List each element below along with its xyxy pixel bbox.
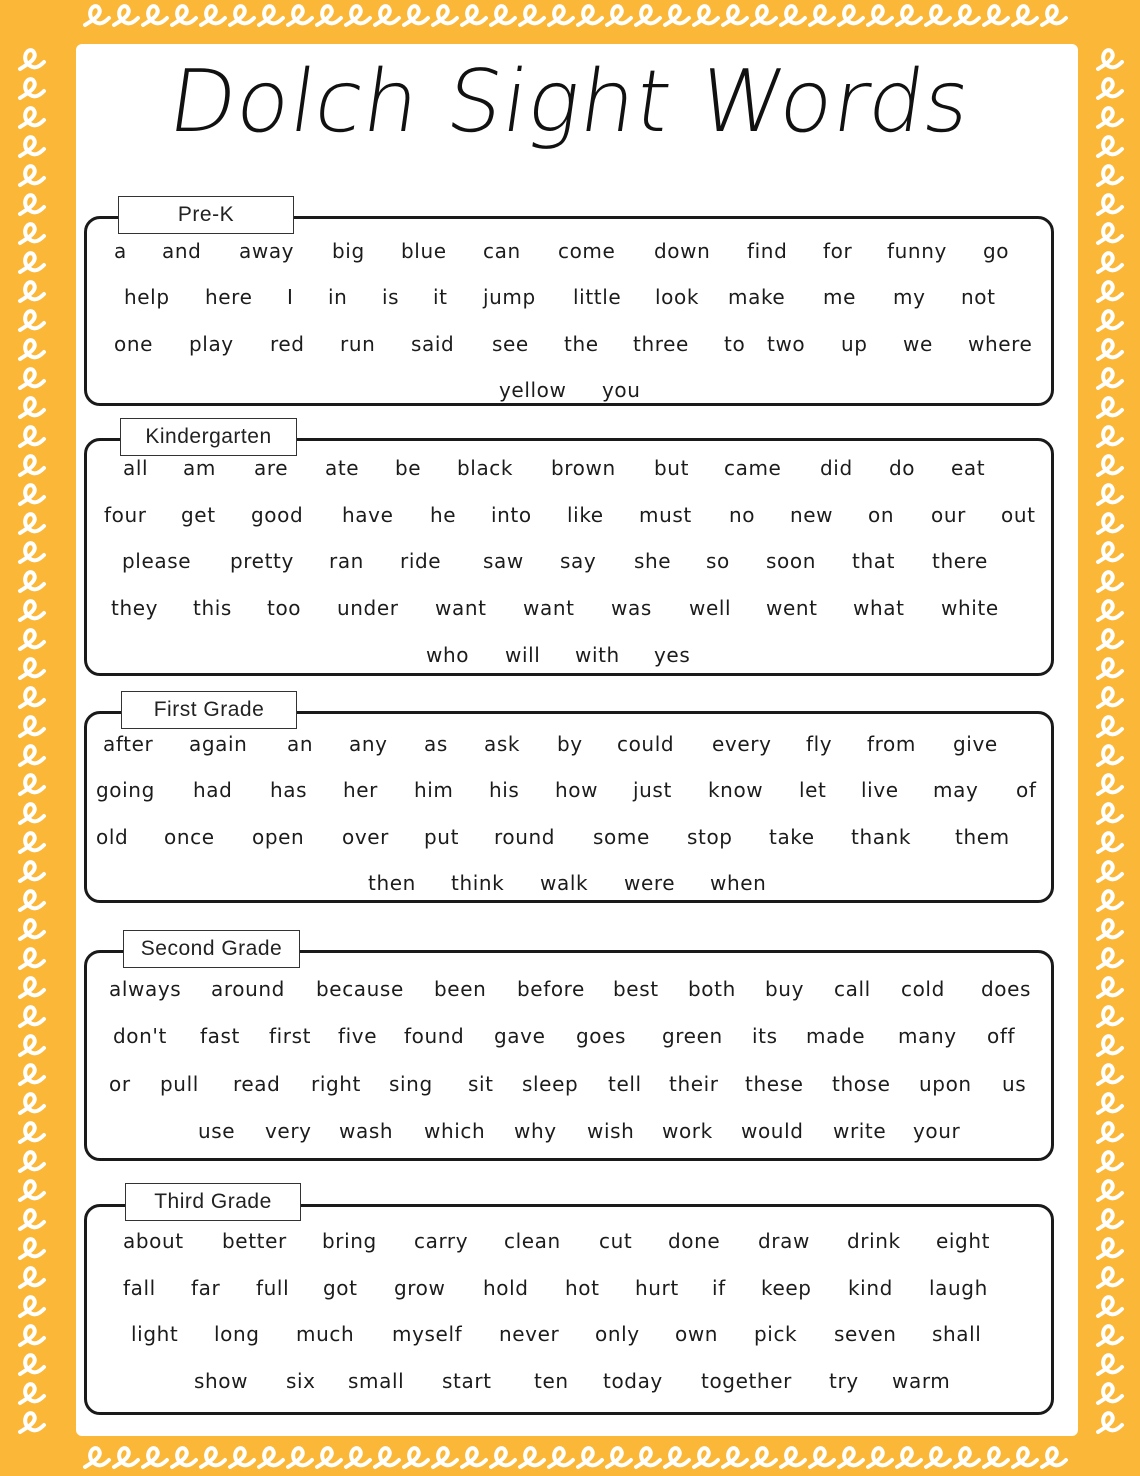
sight-word: once — [164, 825, 215, 849]
sight-word: tell — [608, 1072, 642, 1096]
sight-word: of — [1016, 778, 1037, 802]
sight-word: about — [123, 1229, 184, 1253]
sight-word: cut — [599, 1229, 633, 1253]
sight-word: your — [913, 1119, 961, 1143]
sight-word: him — [414, 778, 454, 802]
sight-word: two — [767, 332, 806, 356]
sight-word: away — [239, 239, 295, 263]
sight-word: down — [654, 239, 711, 263]
sight-word: cold — [901, 977, 945, 1001]
sight-word: his — [489, 778, 520, 802]
section-label: Second Grade — [123, 930, 300, 968]
page-title: Dolch Sight Words — [162, 52, 978, 152]
sight-word: it — [433, 285, 448, 309]
sight-word: said — [411, 332, 455, 356]
sight-word: four — [104, 503, 147, 527]
sight-word: start — [442, 1369, 492, 1393]
sight-word: make — [728, 285, 786, 309]
sight-word: right — [311, 1072, 361, 1096]
sight-word: jump — [483, 285, 536, 309]
sight-word: round — [494, 825, 556, 849]
sight-word: as — [424, 732, 448, 756]
sight-word: before — [517, 977, 585, 1001]
sight-word: am — [183, 456, 216, 480]
sight-word: where — [968, 332, 1033, 356]
sight-word: just — [633, 778, 672, 802]
sight-word: sing — [389, 1072, 433, 1096]
sight-word: wash — [339, 1119, 394, 1143]
sight-word: did — [820, 456, 853, 480]
sight-word: and — [162, 239, 202, 263]
sight-word: write — [833, 1119, 887, 1143]
sight-word: much — [296, 1322, 355, 1346]
sight-word: her — [343, 778, 379, 802]
sight-word: fall — [123, 1276, 156, 1300]
sight-word: today — [603, 1369, 663, 1393]
sight-word: kind — [848, 1276, 893, 1300]
sight-word: saw — [483, 549, 524, 573]
sight-word: been — [434, 977, 487, 1001]
sight-word: grow — [394, 1276, 446, 1300]
sight-word: be — [395, 456, 422, 480]
sight-word: by — [557, 732, 583, 756]
sight-word: put — [424, 825, 460, 849]
sight-word: old — [96, 825, 129, 849]
sight-word: for — [823, 239, 853, 263]
sight-word: soon — [766, 549, 816, 573]
sight-word: there — [932, 549, 988, 573]
sight-word: green — [662, 1024, 723, 1048]
sight-word: play — [189, 332, 234, 356]
sight-word: why — [514, 1119, 557, 1143]
sight-word: help — [124, 285, 170, 309]
sight-word: this — [193, 596, 232, 620]
sight-word: out — [1001, 503, 1036, 527]
sight-word: together — [701, 1369, 792, 1393]
sight-word: does — [981, 977, 1032, 1001]
sight-word: thank — [851, 825, 912, 849]
sight-word: small — [348, 1369, 405, 1393]
sight-word: sleep — [522, 1072, 579, 1096]
sight-word: have — [342, 503, 394, 527]
sight-word: use — [198, 1119, 236, 1143]
sight-word: own — [675, 1322, 719, 1346]
sight-word: three — [633, 332, 689, 356]
sight-word: wish — [587, 1119, 635, 1143]
sight-word: best — [613, 977, 659, 1001]
sight-word: the — [564, 332, 599, 356]
sight-word: shall — [932, 1322, 982, 1346]
sight-word: fly — [806, 732, 833, 756]
sight-word: myself — [392, 1322, 463, 1346]
sight-word: got — [323, 1276, 358, 1300]
sight-word: me — [823, 285, 856, 309]
sight-word: no — [729, 503, 756, 527]
sight-word: pull — [160, 1072, 199, 1096]
sight-word: buy — [765, 977, 805, 1001]
sight-word: will — [505, 643, 541, 667]
sight-word: walk — [540, 871, 589, 895]
sight-word: very — [265, 1119, 312, 1143]
sight-word: six — [286, 1369, 316, 1393]
sight-word: get — [181, 503, 216, 527]
sight-word: into — [491, 503, 532, 527]
sight-word: with — [575, 643, 620, 667]
sight-word: funny — [887, 239, 947, 263]
sight-word: goes — [576, 1024, 627, 1048]
sight-word: better — [222, 1229, 287, 1253]
sight-word: run — [340, 332, 376, 356]
sight-word: were — [624, 871, 676, 895]
sight-word: to — [724, 332, 746, 356]
sight-word: which — [424, 1119, 486, 1143]
sight-word: ask — [484, 732, 521, 756]
sight-word: far — [191, 1276, 221, 1300]
sight-word: here — [205, 285, 253, 309]
sight-word: not — [961, 285, 996, 309]
sight-word: only — [595, 1322, 640, 1346]
sight-word: like — [567, 503, 604, 527]
sight-word: come — [558, 239, 616, 263]
sight-word: has — [270, 778, 308, 802]
sight-word: you — [602, 378, 641, 402]
sight-word: their — [669, 1072, 719, 1096]
sight-word: or — [109, 1072, 131, 1096]
sight-word: fast — [200, 1024, 240, 1048]
sight-word: came — [724, 456, 782, 480]
sight-word: going — [96, 778, 155, 802]
sight-word: laugh — [929, 1276, 988, 1300]
sight-word: must — [639, 503, 692, 527]
sight-word: go — [983, 239, 1010, 263]
sight-word: then — [368, 871, 416, 895]
sight-word: little — [573, 285, 622, 309]
section-label: Pre-K — [118, 196, 294, 234]
sight-word: had — [193, 778, 233, 802]
sight-word: think — [451, 871, 505, 895]
sight-word: always — [109, 977, 182, 1001]
sight-word: every — [712, 732, 772, 756]
sight-word: over — [342, 825, 389, 849]
sight-word: eat — [951, 456, 986, 480]
sight-word: one — [114, 332, 154, 356]
sight-word: please — [122, 549, 192, 573]
sight-word: again — [189, 732, 248, 756]
sight-word: yellow — [499, 378, 567, 402]
sight-word: yes — [654, 643, 691, 667]
sight-word: up — [841, 332, 868, 356]
sight-word: some — [593, 825, 650, 849]
sight-word: open — [252, 825, 305, 849]
sight-word: because — [316, 977, 404, 1001]
sight-word: from — [867, 732, 916, 756]
sight-word: we — [903, 332, 933, 356]
sight-word: red — [270, 332, 305, 356]
sight-word: good — [251, 503, 304, 527]
sight-word: light — [131, 1322, 179, 1346]
sight-word: after — [103, 732, 154, 756]
sight-word: us — [1002, 1072, 1027, 1096]
sight-word: done — [668, 1229, 721, 1253]
sight-word: want — [435, 596, 487, 620]
sight-word: may — [933, 778, 979, 802]
sight-word: say — [560, 549, 597, 573]
sight-word: first — [269, 1024, 312, 1048]
sight-word: sit — [468, 1072, 494, 1096]
sight-word: brown — [551, 456, 616, 480]
sight-word: carry — [414, 1229, 469, 1253]
sight-word: do — [889, 456, 916, 480]
sight-word: when — [710, 871, 767, 895]
sight-word: show — [194, 1369, 249, 1393]
sight-word: can — [483, 239, 521, 263]
sight-word: he — [430, 503, 457, 527]
sight-word: a — [114, 239, 127, 263]
sight-word: keep — [761, 1276, 812, 1300]
sight-word: was — [611, 596, 652, 620]
sight-word: would — [741, 1119, 804, 1143]
sight-word: find — [747, 239, 788, 263]
sight-word: look — [655, 285, 700, 309]
sight-word: who — [426, 643, 470, 667]
sight-word: all — [123, 456, 149, 480]
sight-word: draw — [758, 1229, 810, 1253]
sight-word: hurt — [635, 1276, 679, 1300]
sight-word: I — [287, 285, 294, 309]
sight-word: blue — [401, 239, 447, 263]
sight-word: see — [492, 332, 529, 356]
sight-word: these — [745, 1072, 804, 1096]
sight-word: clean — [504, 1229, 561, 1253]
sight-word: read — [233, 1072, 281, 1096]
sight-word: went — [766, 596, 818, 620]
sight-word: those — [832, 1072, 891, 1096]
sight-word: white — [941, 596, 999, 620]
sight-word: is — [382, 285, 400, 309]
sight-word: she — [634, 549, 672, 573]
sight-word: found — [404, 1024, 465, 1048]
section-label: First Grade — [121, 691, 297, 729]
sight-word: call — [834, 977, 871, 1001]
sight-word: work — [662, 1119, 713, 1143]
sight-word: live — [861, 778, 899, 802]
sight-word: want — [523, 596, 575, 620]
sight-word: hot — [565, 1276, 600, 1300]
sight-word: our — [931, 503, 966, 527]
sight-word: my — [893, 285, 926, 309]
sight-word: try — [829, 1369, 859, 1393]
sight-word: take — [769, 825, 815, 849]
sight-word: well — [689, 596, 732, 620]
section-label: Kindergarten — [120, 418, 297, 456]
section-label: Third Grade — [125, 1183, 301, 1221]
sight-word: never — [499, 1322, 560, 1346]
sight-word: hold — [483, 1276, 529, 1300]
sight-word: but — [654, 456, 690, 480]
sight-word: what — [853, 596, 905, 620]
sight-word: pick — [754, 1322, 798, 1346]
sight-word: that — [852, 549, 896, 573]
sight-word: full — [256, 1276, 290, 1300]
sight-word: too — [267, 596, 302, 620]
sight-word: both — [688, 977, 736, 1001]
sight-word: long — [214, 1322, 260, 1346]
sight-word: an — [287, 732, 314, 756]
sight-word: five — [338, 1024, 378, 1048]
sight-word: under — [337, 596, 399, 620]
sight-word: pretty — [230, 549, 294, 573]
sight-word: its — [752, 1024, 778, 1048]
sight-word: made — [806, 1024, 866, 1048]
sight-word: ride — [400, 549, 442, 573]
sight-word: seven — [834, 1322, 897, 1346]
sight-word: upon — [919, 1072, 972, 1096]
sight-word: on — [868, 503, 895, 527]
sight-word: big — [332, 239, 365, 263]
sight-word: warm — [892, 1369, 951, 1393]
sight-word: any — [349, 732, 388, 756]
sight-word: black — [457, 456, 514, 480]
sight-word: many — [898, 1024, 957, 1048]
sight-word: bring — [322, 1229, 377, 1253]
sight-word: are — [254, 456, 289, 480]
sight-word: could — [617, 732, 675, 756]
sight-word: drink — [847, 1229, 901, 1253]
sight-word: them — [955, 825, 1010, 849]
sight-word: eight — [936, 1229, 991, 1253]
sight-word: in — [328, 285, 348, 309]
sight-word: let — [799, 778, 827, 802]
sight-word: don't — [113, 1024, 167, 1048]
sight-word: give — [953, 732, 998, 756]
sight-word: gave — [494, 1024, 546, 1048]
sight-word: know — [708, 778, 764, 802]
sight-word: ran — [329, 549, 364, 573]
sight-word: off — [987, 1024, 1016, 1048]
sight-word: if — [712, 1276, 726, 1300]
sight-word: how — [555, 778, 599, 802]
sight-word: new — [790, 503, 834, 527]
sight-word: so — [706, 549, 730, 573]
sight-word: ten — [534, 1369, 569, 1393]
sight-word: ate — [325, 456, 360, 480]
sight-word: around — [211, 977, 285, 1001]
sight-word: they — [111, 596, 159, 620]
sight-word: stop — [687, 825, 733, 849]
